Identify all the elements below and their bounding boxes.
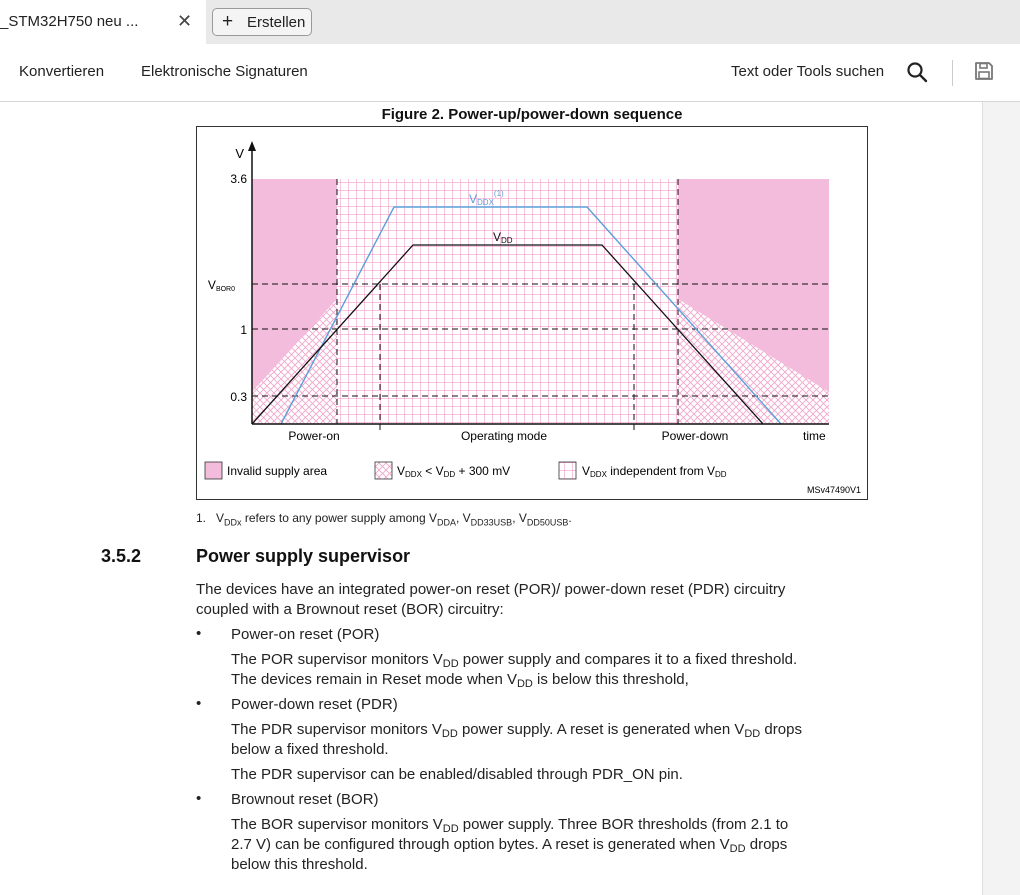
search-tools-label[interactable]: Text oder Tools suchen	[731, 63, 885, 80]
pdr-enable-paragraph: The PDR supervisor can be enabled/disabled through PDR_ON pin.	[231, 766, 683, 783]
bor-paragraph: The BOR supervisor monitors $V_{DD}$ power supply. Three BOR thresholds (from 2.1 to 2.7 V) can be configured through option bytes. A reset is generated when $V_{DD}$ drops below this threshold.	[231, 816, 789, 873]
figure-footnote: 1. $V_{DDx}$ refers to any power supply among $V_{DDA}$, $V_{DD33USB}$, $V_{DD50USB}$.	[196, 511, 572, 528]
e-signatures-menu[interactable]: Elektronische Signaturen	[141, 63, 308, 80]
independent-area	[337, 179, 678, 424]
document-tab[interactable]	[0, 0, 206, 44]
bullet-por: •	[196, 625, 202, 642]
pdr-paragraph: The PDR supervisor monitors $V_{DD}$ power supply. A reset is generated when $V_{DD}$ drops below a fixed threshold.	[231, 721, 802, 758]
section-number: 3.5.2	[101, 546, 142, 566]
bor-title: Brownout reset (BOR)	[231, 791, 379, 808]
phase-power-down: Power-down	[661, 429, 729, 443]
y-axis-label: V	[235, 146, 244, 161]
legend-swatch-invalid	[205, 462, 222, 479]
save-icon[interactable]	[973, 60, 995, 82]
legend-swatch-grid	[559, 462, 576, 479]
figure-title: Figure 2. Power-up/power-down sequence	[381, 106, 683, 123]
figure-ref: MSv47490V1	[806, 485, 861, 495]
plus-icon: +	[222, 11, 234, 32]
intro-paragraph: The devices have an integrated power-on reset (POR)/ power-down reset (PDR) circuitry coupled with a Brownout reset (BOR) circuitry:	[196, 581, 786, 618]
create-button-label: Erstellen	[247, 14, 306, 31]
convert-menu[interactable]: Konvertieren	[19, 63, 105, 80]
vdd-label: VDD	[493, 230, 513, 245]
phase-operating-mode: Operating mode	[460, 429, 548, 443]
tick-3-6: 3.6	[230, 172, 247, 186]
legend-independent: VDDX independent from VDD	[582, 464, 727, 479]
create-button[interactable]	[212, 8, 312, 36]
legend-vddx-lt-vdd: VDDX < VDD + 300 mV	[397, 464, 511, 479]
vddx-label: VDDX$^{(1)}$	[469, 189, 504, 207]
x-axis-label: time	[803, 429, 826, 443]
phase-power-on: Power-on	[288, 429, 340, 443]
toolbar-divider	[952, 60, 953, 86]
legend-invalid: Invalid supply area	[227, 464, 328, 478]
vertical-scrollbar[interactable]	[982, 102, 1020, 895]
search-icon[interactable]	[906, 61, 928, 83]
vbor-label: VBOR0	[207, 278, 235, 293]
pdr-title: Power-down reset (PDR)	[231, 696, 398, 713]
tab-strip	[0, 0, 1020, 44]
por-title: Power-on reset (POR)	[231, 626, 380, 643]
tab-title[interactable]: _STM32H750 neu ...	[0, 13, 139, 30]
toolbar	[0, 44, 1020, 102]
bullet-bor: •	[196, 790, 202, 807]
bullet-pdr: •	[196, 695, 202, 712]
power-sequence-figure	[196, 126, 868, 500]
por-paragraph: The POR supervisor monitors $V_{DD}$ power supply and compares it to a fixed threshold. The devices remain in Reset mode when $V_{DD}$ is below this threshold,	[231, 651, 798, 690]
section-title: Power supply supervisor	[196, 546, 411, 566]
tick-1: 1	[240, 323, 247, 337]
close-tab-icon[interactable]: ✕	[177, 11, 193, 31]
tick-0-3: 0.3	[230, 390, 247, 404]
document-page[interactable]	[0, 102, 982, 895]
legend-swatch-hatch	[375, 462, 392, 479]
